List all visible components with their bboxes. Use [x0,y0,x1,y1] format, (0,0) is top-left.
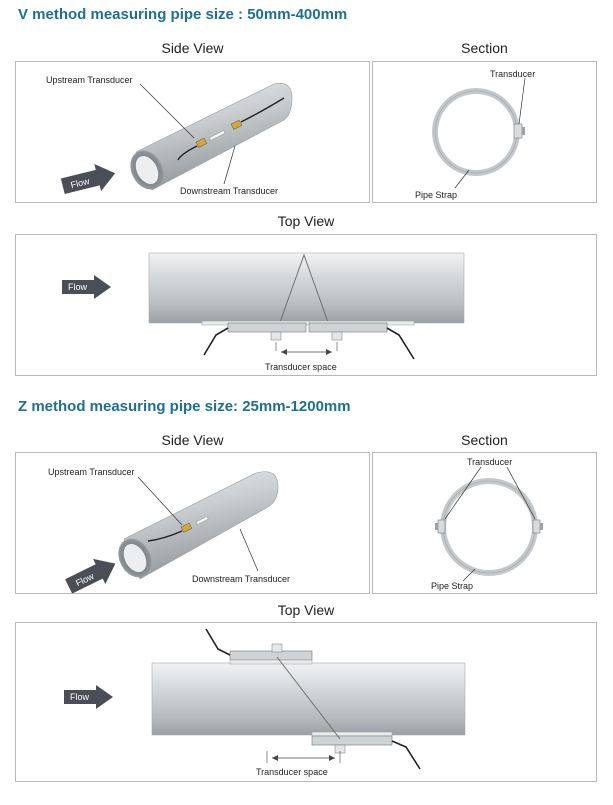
v-top-pipe [149,253,464,323]
z-pipe-strap [443,481,535,573]
z-method-title: Z method measuring pipe size: 25mm-1200mm [18,398,351,415]
v-space-label: Transducer space [265,362,337,372]
v-section-transducer [514,124,522,138]
v-side-view-panel [15,61,370,203]
v-top-cable-left [204,328,228,355]
z-section-transducer-left [438,520,445,533]
v-side-flow-label: Flow [69,175,91,191]
v-top-flow-arrow [62,275,111,299]
z-top-rail-down [312,732,392,736]
v-upstream-leader [140,84,194,138]
v-section-diagram [373,62,598,204]
v-downstream-leader [224,146,235,184]
v-section-strap-label: Pipe Strap [415,190,458,200]
z-section-panel [372,452,597,594]
z-top-view-panel [15,622,597,782]
z-side-flow-arrow [62,551,121,595]
v-section-transducer-label: Transducer [490,69,536,79]
v-side-view-heading: Side View [161,40,224,56]
v-top-transducer-down [309,323,387,332]
z-top-view-heading: Top View [277,602,335,618]
v-section-clamp [522,127,525,135]
z-side-view-heading: Side View [161,432,224,448]
v-top-probe-down [332,332,342,340]
z-top-cable-down [392,741,420,769]
v-top-probe-up [271,332,281,340]
v-top-cable-right [387,328,414,359]
z-top-flow-label: Flow [70,692,90,702]
z-top-transducer-down [312,736,392,745]
z-section-transducer-label: Transducer [467,457,513,467]
z-top-pipe [152,663,465,735]
v-section-panel [372,61,597,203]
z-side-view-diagram [16,453,371,595]
v-downstream-label: Downstream Transducer [180,186,279,196]
z-section-clamp-left [435,523,438,530]
v-top-transducer-up [228,323,306,332]
z-section-transducer-right [533,520,540,533]
z-top-transducer-up [230,651,312,660]
z-space-label: Transducer space [256,767,328,777]
z-section-clamp-right [540,523,543,530]
z-side-flow-label: Flow [74,570,96,589]
z-top-cable-up [206,629,230,655]
v-method-title: V method measuring pipe size : 50mm-400mm [18,6,348,23]
v-side-view-diagram [16,62,371,204]
v-section-heading: Section [461,40,508,56]
v-top-view-diagram [16,235,598,377]
z-top-rail-up [230,660,312,664]
z-section-heading: Section [461,432,508,448]
z-side-view-panel [15,452,370,594]
v-upstream-label: Upstream Transducer [46,75,133,85]
v-top-view-panel [15,234,597,376]
z-section-strap-label: Pipe Strap [431,581,474,591]
z-downstream-leader [240,529,258,571]
v-top-view-heading: Top View [277,213,335,229]
z-upstream-label: Upstream Transducer [48,467,135,477]
z-section-leader-left [445,467,481,519]
z-top-view-diagram [16,623,598,783]
z-section-leader-right [507,467,535,519]
v-side-flow-arrow [59,160,118,200]
v-top-flow-label: Flow [68,282,88,292]
z-top-probe-up [272,644,282,652]
z-downstream-label: Downstream Transducer [192,574,291,584]
z-top-flow-arrow [64,685,113,709]
z-upstream-leader [138,477,182,525]
v-section-transducer-leader [519,78,525,124]
z-section-diagram [373,453,598,595]
v-pipe-strap [435,91,517,173]
